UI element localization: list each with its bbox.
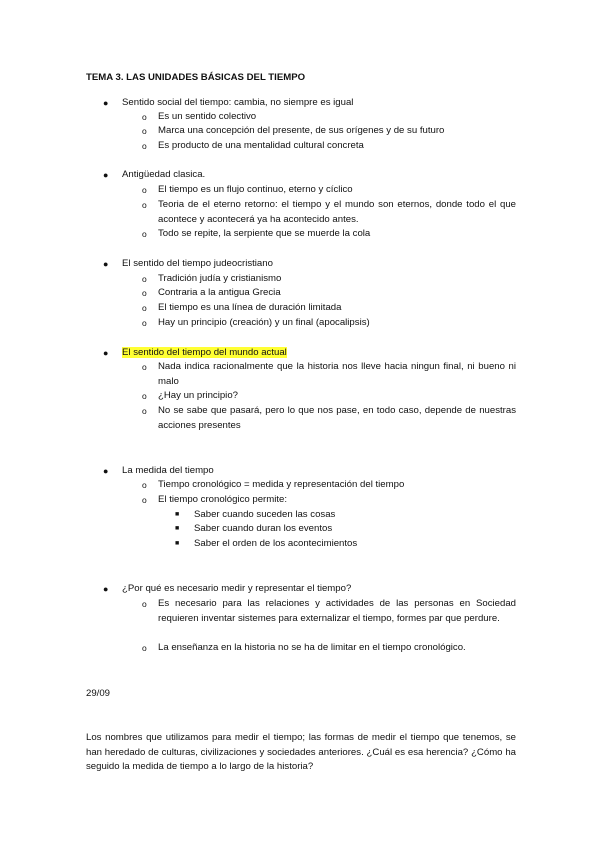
- circle-bullet-icon: o: [142, 643, 147, 653]
- circle-bullet-icon: o: [142, 406, 147, 416]
- bullet-icon: ●: [103, 466, 109, 476]
- bullet-icon: ●: [103, 170, 109, 180]
- bullet-icon: ●: [103, 259, 109, 269]
- sub-item: [142, 198, 516, 227]
- sub-item: [142, 389, 516, 404]
- bullet-icon: ●: [103, 348, 109, 358]
- circle-bullet-icon: o: [142, 112, 147, 122]
- bullet-text: Sentido social del tiempo: cambia, no siempre es igual: [122, 97, 354, 108]
- sub-item-text: ¿Hay un principio?: [158, 390, 238, 401]
- sub-item-text: Marca una concepción del presente, de sus orígenes y de su futuro: [158, 125, 445, 136]
- sub-sub-item-text: Saber cuando duran los eventos: [194, 523, 333, 534]
- sub-item: [142, 360, 516, 389]
- sub-item: [142, 272, 516, 287]
- sub-item: [142, 227, 516, 242]
- bullet-text: El sentido del tiempo judeocristiano: [122, 258, 273, 269]
- body-paragraph: Los nombres que utilizamos para medir el tiempo; las formas de medir el tiempo que tenemos, se han heredado de culturas, civilizaciones y sociedades anteriores. ¿Cuál es esa herencia? ¿Cómo ha seguido la medida de tiempo a lo largo de la historia?: [86, 732, 516, 773]
- bullet-sentido-social: [103, 96, 354, 111]
- sub-item: [142, 110, 516, 125]
- circle-bullet-icon: o: [142, 229, 147, 239]
- bullet-text: ¿Por qué es necesario medir y representar el tiempo?: [122, 583, 352, 594]
- sub-item: [142, 493, 516, 508]
- date-label: 29/09: [86, 688, 111, 699]
- sub-sub-item: [175, 537, 358, 552]
- circle-bullet-icon: o: [142, 141, 147, 151]
- circle-bullet-icon: o: [142, 126, 147, 136]
- sub-sub-item: [175, 508, 336, 523]
- sub-item-text: Contraria a la antigua Grecia: [158, 287, 281, 298]
- sub-item: [142, 286, 516, 301]
- bullet-medida-tiempo: [103, 464, 214, 479]
- circle-bullet-icon: o: [142, 200, 147, 210]
- sub-item-text: Tiempo cronológico = medida y representación del tiempo: [158, 479, 405, 490]
- square-bullet-icon: ■: [175, 511, 180, 518]
- sub-item-text: El tiempo cronológico permite:: [158, 494, 288, 505]
- sub-item: [142, 641, 516, 656]
- circle-bullet-icon: o: [142, 303, 147, 313]
- circle-bullet-icon: o: [142, 274, 147, 284]
- sub-item-text: Teoria de el eterno retorno: el tiempo y el mundo son eternos, donde todo el que acontece y acontecerá ya ha acontecido antes.: [158, 199, 516, 225]
- circle-bullet-icon: o: [142, 185, 147, 195]
- sub-item: [142, 478, 516, 493]
- highlighted-bullet-text: El sentido del tiempo del mundo actual: [122, 347, 287, 358]
- sub-item: [142, 139, 516, 154]
- sub-item: [142, 183, 516, 198]
- bullet-judeocristiano: [103, 257, 273, 272]
- sub-sub-item-text: Saber cuando suceden las cosas: [194, 509, 336, 520]
- sub-item-text: Nada indica racionalmente que la historia nos lleve hacia ningun final, ni bueno ni malo: [158, 361, 516, 387]
- square-bullet-icon: ■: [175, 525, 180, 532]
- circle-bullet-icon: o: [142, 288, 147, 298]
- bullet-text: La medida del tiempo: [122, 465, 214, 476]
- sub-sub-item-text: Saber el orden de los acontecimientos: [194, 538, 358, 549]
- bullet-icon: ●: [103, 98, 109, 108]
- sub-item-text: No se sabe que pasará, pero lo que nos pase, en todo caso, depende de nuestras acciones presentes: [158, 405, 516, 431]
- circle-bullet-icon: o: [142, 480, 147, 490]
- sub-item-text: Todo se repite, la serpiente que se muerde la cola: [158, 228, 371, 239]
- sub-item-text: El tiempo es un flujo continuo, eterno y cíclico: [158, 184, 353, 195]
- circle-bullet-icon: o: [142, 495, 147, 505]
- circle-bullet-icon: o: [142, 391, 147, 401]
- sub-item-text: El tiempo es una línea de duración limitada: [158, 302, 342, 313]
- bullet-text: Antigüedad clasica.: [122, 169, 206, 180]
- bullet-icon: ●: [103, 584, 109, 594]
- sub-item: [142, 316, 516, 331]
- circle-bullet-icon: o: [142, 318, 147, 328]
- page-title: TEMA 3. LAS UNIDADES BÁSICAS DEL TIEMPO: [86, 72, 306, 83]
- circle-bullet-icon: o: [142, 362, 147, 372]
- sub-sub-item: [175, 522, 333, 537]
- sub-item-text: La enseñanza en la historia no se ha de limitar en el tiempo cronológico.: [158, 642, 466, 653]
- bullet-mundo-actual: [103, 346, 287, 361]
- bullet-antiguedad-clasica: [103, 168, 206, 183]
- sub-item-text: Hay un principio (creación) y un final (apocalipsis): [158, 317, 370, 328]
- sub-item: [142, 597, 516, 626]
- sub-item: [142, 124, 516, 139]
- sub-item-text: Tradición judía y cristianismo: [158, 273, 282, 284]
- bullet-por-que-medir: [103, 582, 352, 597]
- sub-item-text: Es necesario para las relaciones y actividades de las personas en Sociedad requieren inventar sistemes para externalizar el tiempo, formes par que perdure.: [158, 598, 516, 624]
- circle-bullet-icon: o: [142, 599, 147, 609]
- sub-item: [142, 404, 516, 433]
- sub-item-text: Es un sentido colectivo: [158, 111, 257, 122]
- sub-item-text: Es producto de una mentalidad cultural concreta: [158, 140, 364, 151]
- square-bullet-icon: ■: [175, 540, 180, 547]
- sub-item: [142, 301, 516, 316]
